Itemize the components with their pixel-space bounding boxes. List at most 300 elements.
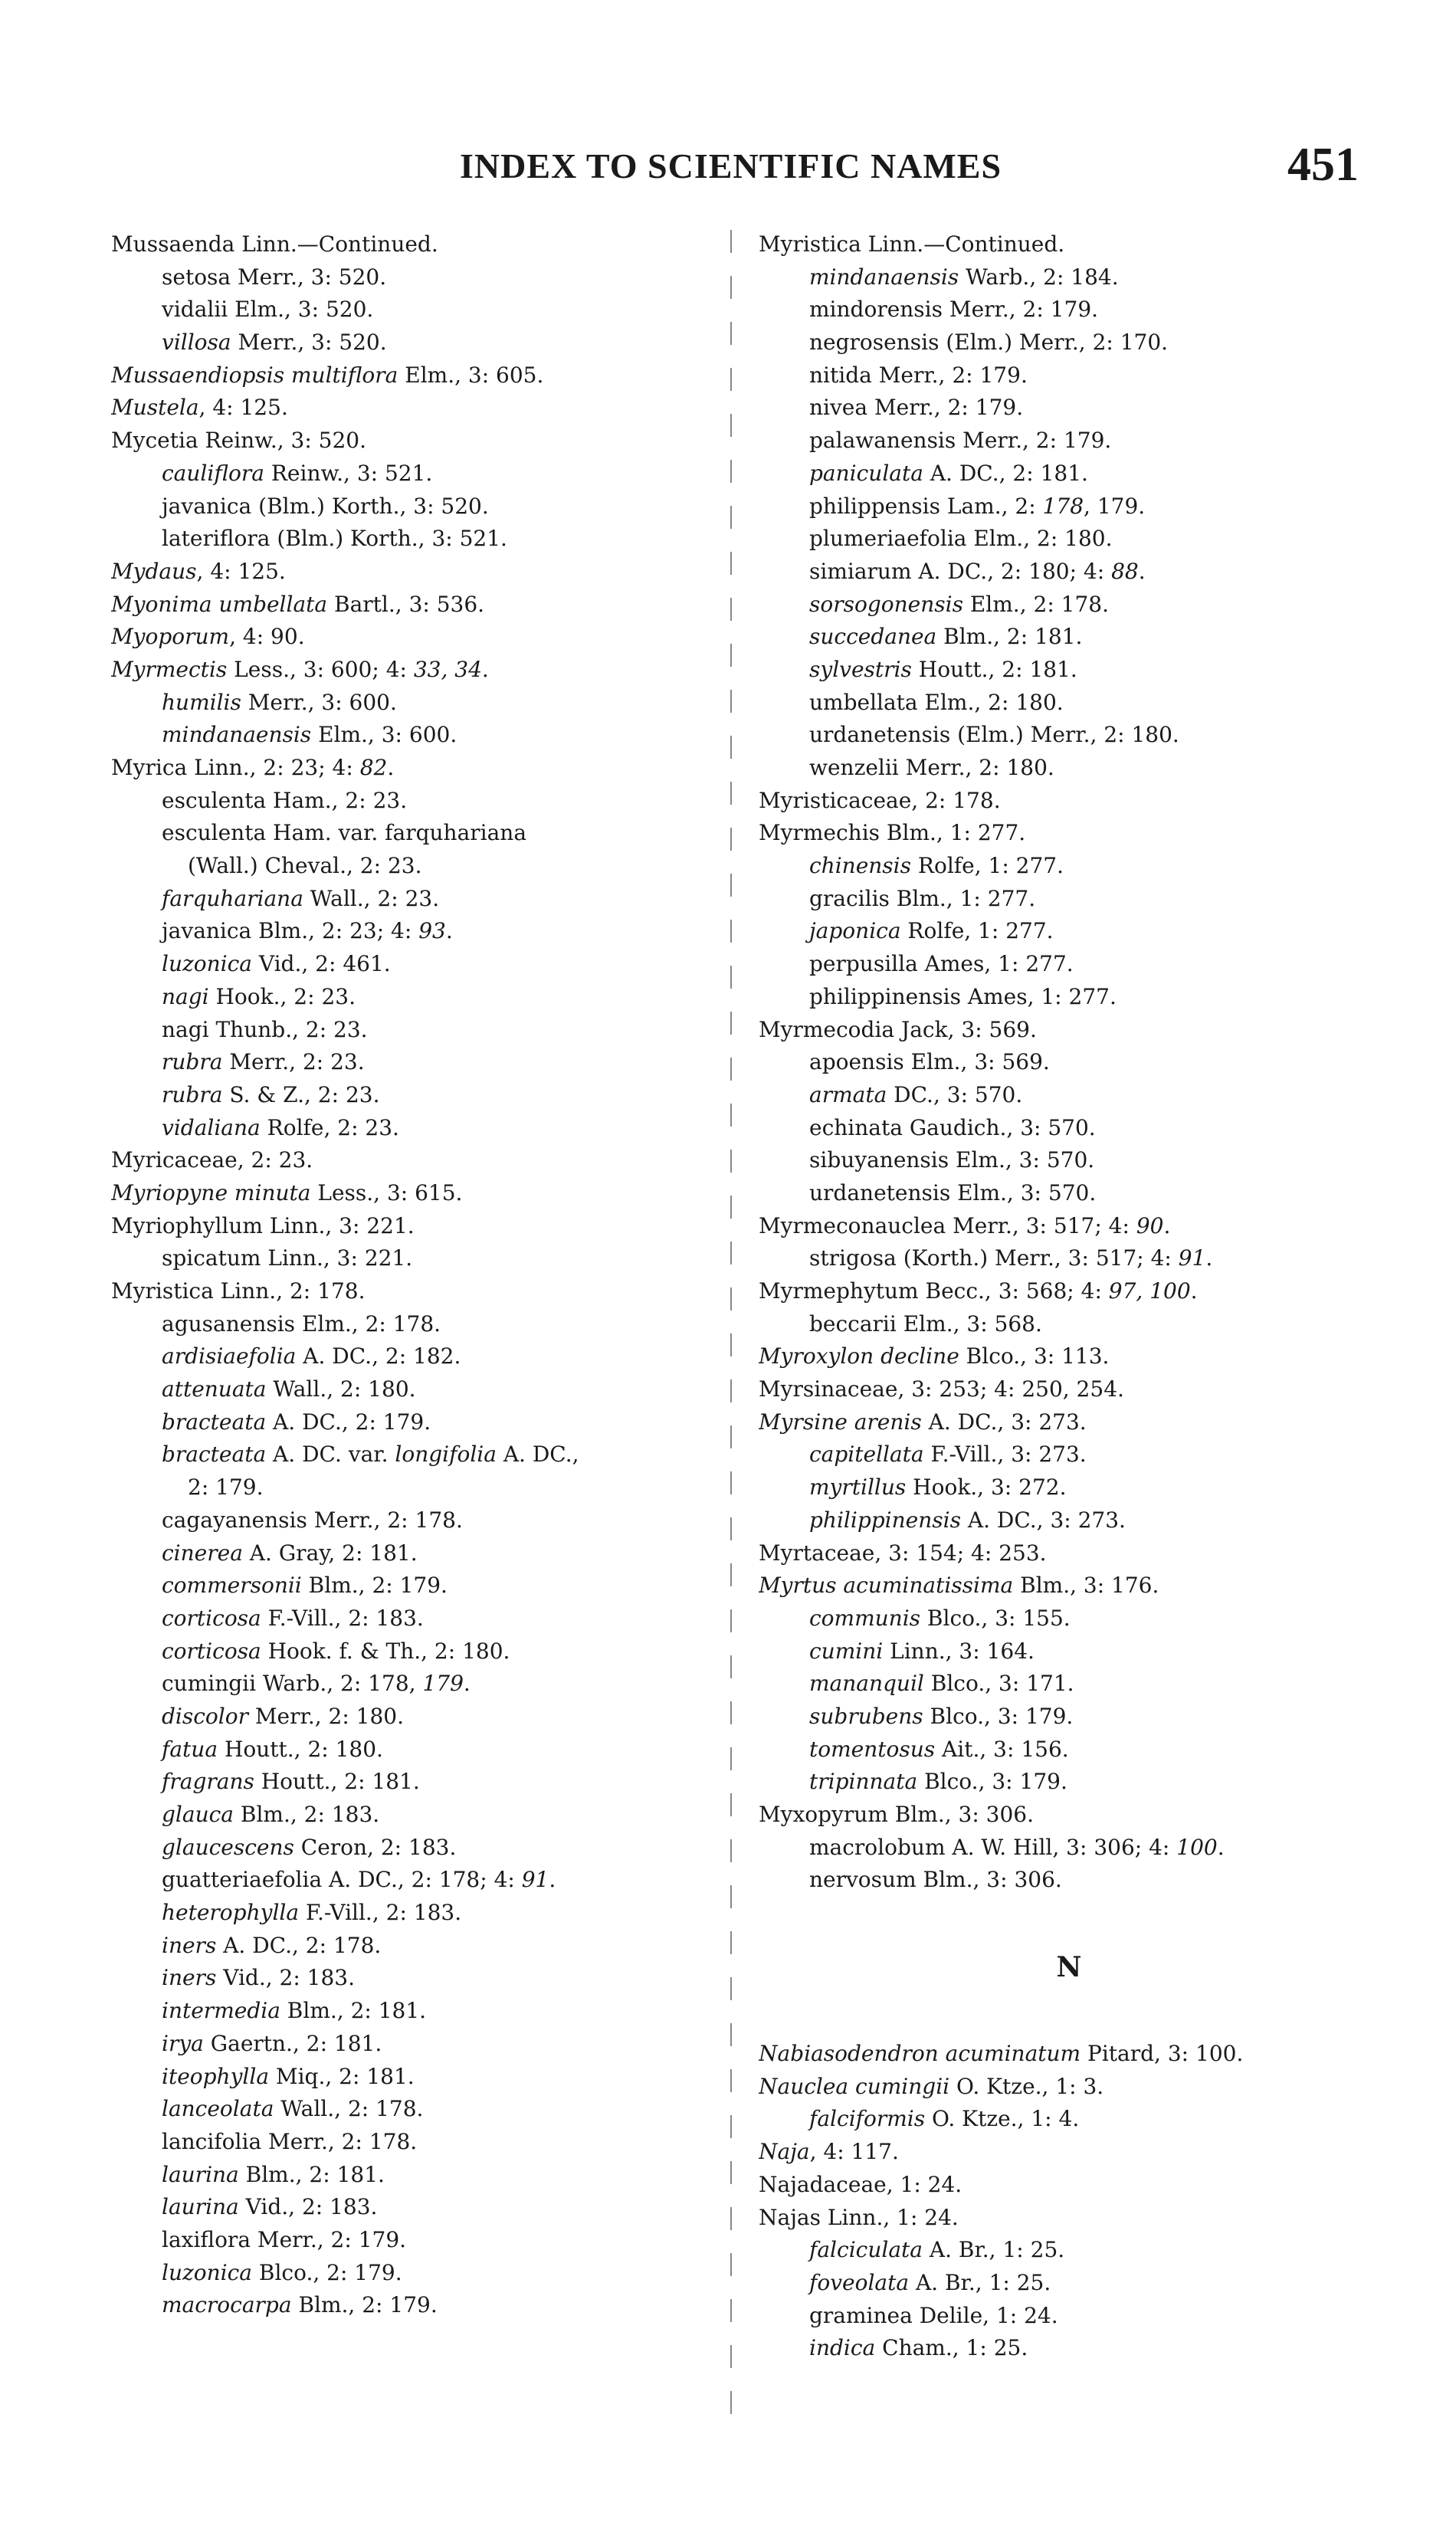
entry-text: Najadaceae, 1: 24. bbox=[759, 2171, 962, 2197]
index-subentry bbox=[759, 1864, 1379, 1897]
entry-text-italic: armata bbox=[809, 1081, 887, 1107]
entry-text-italic: humilis bbox=[162, 689, 241, 715]
entry-text: mindorensis Merr., 2: 179. bbox=[809, 297, 1099, 323]
entry-text-italic: 88 bbox=[1111, 558, 1139, 584]
entry-text-italic: glauca bbox=[162, 1802, 234, 1827]
index-entry bbox=[111, 556, 724, 589]
index-subentry bbox=[111, 1340, 724, 1373]
index-entry bbox=[111, 589, 724, 622]
entry-text-italic: falciformis bbox=[809, 2106, 926, 2132]
entry-text-italic: farquhariana bbox=[162, 885, 303, 911]
entry-text-italic: 91 bbox=[1178, 1245, 1206, 1271]
entry-text-italic: Myroxylon decline bbox=[759, 1343, 959, 1369]
index-entry bbox=[111, 1210, 724, 1243]
entry-text: urdanetensis Elm., 3: 570. bbox=[809, 1179, 1097, 1205]
entry-text: urdanetensis (Elm.) Merr., 2: 180. bbox=[809, 722, 1179, 748]
index-subentry bbox=[111, 1864, 724, 1897]
entry-text: , 4: 125. bbox=[196, 558, 286, 584]
entry-text-italic: tripinnata bbox=[809, 1769, 918, 1795]
entry-text: Hook., 3: 272. bbox=[906, 1474, 1067, 1501]
index-subentry bbox=[759, 1635, 1379, 1668]
index-entry bbox=[759, 2038, 1379, 2071]
entry-text: . bbox=[481, 656, 489, 682]
index-entry bbox=[111, 621, 724, 654]
index-subentry bbox=[111, 1930, 724, 1963]
page-number: 451 bbox=[1287, 139, 1359, 191]
entry-text: Cham., 1: 25. bbox=[875, 2335, 1028, 2361]
entry-text-italic: Nabiasodendron acuminatum bbox=[759, 2041, 1081, 2067]
entry-text: A. Br., 1: 25. bbox=[922, 2237, 1065, 2263]
entry-text: Vid., 2: 183. bbox=[216, 1965, 356, 1991]
entry-text: Wall., 2: 180. bbox=[266, 1376, 416, 1402]
index-subentry bbox=[759, 589, 1379, 622]
entry-text: Houtt., 2: 180. bbox=[218, 1736, 383, 1762]
entry-text: Myristica Linn.—Continued. bbox=[759, 231, 1065, 257]
entry-text: Miq., 2: 181. bbox=[269, 2063, 415, 2089]
entry-text: Warb., 2: 184. bbox=[959, 264, 1119, 290]
column-divider bbox=[730, 230, 732, 2437]
index-subentry bbox=[759, 261, 1379, 294]
index-entry bbox=[759, 2071, 1379, 2104]
entry-text-italic: Myriopyne minuta bbox=[111, 1179, 311, 1205]
index-subentry bbox=[111, 1471, 724, 1504]
entry-text: macrolobum A. W. Hill, 3: 306; 4: bbox=[809, 1834, 1177, 1860]
entry-text: graminea Delile, 1: 24. bbox=[809, 2302, 1058, 2328]
entry-text: Blm., 2: 181. bbox=[280, 1998, 427, 2024]
entry-text: javanica (Blm.) Korth., 3: 520. bbox=[162, 493, 489, 519]
entry-text: Merr., 2: 23. bbox=[222, 1049, 365, 1075]
index-subentry bbox=[759, 294, 1379, 326]
index-subentry bbox=[759, 359, 1379, 392]
entry-text: umbellata Elm., 2: 180. bbox=[809, 689, 1064, 715]
index-entry bbox=[111, 425, 724, 458]
entry-text: Wall., 2: 23. bbox=[303, 885, 440, 911]
index-subentry bbox=[759, 1504, 1379, 1537]
index-subentry bbox=[111, 915, 724, 948]
entry-text: perpusilla Ames, 1: 277. bbox=[809, 951, 1074, 977]
entry-text: . bbox=[1163, 1212, 1171, 1238]
index-subentry bbox=[759, 1668, 1379, 1701]
index-entry bbox=[111, 1177, 724, 1210]
entry-text: , 4: 117. bbox=[809, 2139, 899, 2165]
entry-text-italic: mananquil bbox=[809, 1671, 924, 1697]
entry-text-italic: corticosa bbox=[162, 1638, 261, 1664]
index-subentry bbox=[759, 392, 1379, 425]
index-subentry bbox=[759, 1471, 1379, 1504]
entry-text-italic: Myoporum bbox=[111, 624, 230, 650]
entry-text: . bbox=[1205, 1245, 1213, 1271]
entry-text-italic: succedanea bbox=[809, 624, 937, 650]
index-subentry bbox=[111, 490, 724, 523]
entry-text: Less., 3: 600; 4: bbox=[227, 656, 414, 682]
index-entry bbox=[111, 228, 724, 261]
entry-text-italic: cumini bbox=[809, 1638, 884, 1664]
index-entry bbox=[111, 752, 724, 785]
index-subentry bbox=[111, 1242, 724, 1275]
entry-text: A. DC., 3: 273. bbox=[960, 1507, 1126, 1533]
index-subentry bbox=[759, 752, 1379, 785]
entry-text: Pitard, 3: 100. bbox=[1081, 2041, 1244, 2067]
entry-text: Blco., 3: 113. bbox=[959, 1343, 1110, 1369]
entry-text: Myristica Linn., 2: 178. bbox=[111, 1278, 366, 1304]
entry-text: sibuyanensis Elm., 3: 570. bbox=[809, 1147, 1095, 1173]
entry-text: Blm., 2: 179. bbox=[291, 2292, 438, 2318]
entry-text: Elm., 3: 605. bbox=[398, 362, 544, 388]
entry-text: cumingii Warb., 2: 178, bbox=[162, 1671, 423, 1697]
index-subentry bbox=[111, 1635, 724, 1668]
entry-text: strigosa (Korth.) Merr., 3: 517; 4: bbox=[809, 1245, 1179, 1271]
entry-text-italic: nagi bbox=[162, 983, 209, 1009]
entry-text: Bartl., 3: 536. bbox=[327, 591, 485, 617]
page-title: INDEX TO SCIENTIFIC NAMES bbox=[460, 146, 1002, 185]
entry-text: F.-Vill., 3: 273. bbox=[923, 1442, 1087, 1468]
entry-text-italic: macrocarpa bbox=[162, 2292, 292, 2318]
entry-text-italic: cauliflora bbox=[162, 460, 264, 486]
index-subentry bbox=[111, 326, 724, 359]
entry-text: . bbox=[549, 1867, 556, 1893]
index-subentry bbox=[759, 326, 1379, 359]
entry-text-italic: Myrsine arenis bbox=[759, 1409, 922, 1435]
index-subentry bbox=[759, 425, 1379, 458]
entry-text: DC., 3: 570. bbox=[887, 1081, 1023, 1107]
index-subentry bbox=[111, 1308, 724, 1341]
entry-text: F.-Vill., 2: 183. bbox=[299, 1900, 462, 1926]
index-subentry bbox=[759, 654, 1379, 687]
entry-text: Blco., 3: 155. bbox=[920, 1605, 1071, 1631]
entry-text: O. Ktze., 1: 4. bbox=[925, 2106, 1080, 2132]
entry-text-italic: Mustela bbox=[111, 395, 199, 421]
entry-text-italic: Naja bbox=[759, 2139, 810, 2165]
index-subentry bbox=[111, 1766, 724, 1799]
entry-text: philippinensis Ames, 1: 277. bbox=[809, 983, 1117, 1009]
entry-text: lancifolia Merr., 2: 178. bbox=[162, 2128, 418, 2154]
index-entry bbox=[111, 1144, 724, 1177]
entry-text-italic: iteophylla bbox=[162, 2063, 270, 2089]
index-subentry bbox=[759, 981, 1379, 1014]
entry-text: laxiflora Merr., 2: 179. bbox=[162, 2226, 407, 2252]
section-spacer bbox=[759, 1993, 1379, 2038]
index-subentry bbox=[759, 2234, 1379, 2267]
index-subentry bbox=[111, 2061, 724, 2094]
entry-text: Reinw., 3: 521. bbox=[264, 460, 433, 486]
entry-text: Hook., 2: 23. bbox=[208, 983, 356, 1009]
index-entry bbox=[759, 1210, 1379, 1243]
entry-text: nagi Thunb., 2: 23. bbox=[162, 1016, 368, 1042]
entry-text: Ceron, 2: 183. bbox=[293, 1834, 457, 1860]
entry-text-italic: vidaliana bbox=[162, 1114, 261, 1140]
index-subentry bbox=[759, 1438, 1379, 1471]
entry-text: A. DC., 2: 178. bbox=[216, 1932, 382, 1958]
entry-text-italic: intermedia bbox=[162, 1998, 280, 2024]
entry-text: Myrmephytum Becc., 3: 568; 4: bbox=[759, 1278, 1109, 1304]
index-subentry bbox=[111, 2028, 724, 2061]
entry-text-italic: longifolia bbox=[395, 1442, 497, 1468]
index-entry bbox=[759, 1340, 1379, 1373]
entry-text-italic: fatua bbox=[162, 1736, 218, 1762]
index-entry bbox=[759, 2136, 1379, 2169]
entry-text: A. Gray, 2: 181. bbox=[242, 1540, 418, 1566]
entry-text: setosa Merr., 3: 520. bbox=[162, 264, 387, 290]
entry-text: (Wall.) Cheval., 2: 23. bbox=[188, 853, 422, 879]
entry-text-italic: 91 bbox=[521, 1867, 549, 1893]
entry-text: Myrmechis Blm., 1: 277. bbox=[759, 820, 1026, 846]
index-subentry bbox=[111, 2126, 724, 2159]
entry-text: Houtt., 2: 181. bbox=[254, 1769, 420, 1795]
index-subentry bbox=[111, 850, 724, 883]
index-column-right bbox=[759, 228, 1379, 2365]
index-subentry bbox=[759, 687, 1379, 720]
entry-text-italic: sylvestris bbox=[809, 656, 912, 682]
entry-text-italic: Nauclea cumingii bbox=[759, 2073, 950, 2099]
index-subentry bbox=[111, 1570, 724, 1602]
entry-text: esculenta Ham. var. farquhariana bbox=[162, 820, 527, 846]
entry-text: . bbox=[1190, 1278, 1198, 1304]
index-subentry bbox=[111, 261, 724, 294]
entry-text-italic: Myrmectis bbox=[111, 656, 228, 682]
index-subentry bbox=[111, 719, 724, 752]
index-entry bbox=[111, 654, 724, 687]
entry-text: nitida Merr., 2: 179. bbox=[809, 362, 1028, 388]
entry-text-italic: fragrans bbox=[162, 1769, 254, 1795]
index-subentry bbox=[759, 1308, 1379, 1341]
section-spacer bbox=[759, 1897, 1379, 1941]
entry-text: simiarum A. DC., 2: 180; 4: bbox=[809, 558, 1112, 584]
entry-text: Blco., 3: 171. bbox=[923, 1671, 1074, 1697]
index-subentry bbox=[111, 687, 724, 720]
entry-text: apoensis Elm., 3: 569. bbox=[809, 1049, 1050, 1075]
entry-text: nivea Merr., 2: 179. bbox=[809, 395, 1024, 421]
index-subentry bbox=[111, 1897, 724, 1930]
index-subentry bbox=[111, 2289, 724, 2322]
entry-text-italic: 100 bbox=[1176, 1834, 1218, 1860]
entry-text: lateriflora (Blm.) Korth., 3: 521. bbox=[162, 526, 507, 552]
index-subentry bbox=[759, 1602, 1379, 1635]
index-subentry bbox=[111, 1995, 724, 2028]
index-entry bbox=[759, 785, 1379, 818]
entry-text: Merr., 3: 520. bbox=[231, 330, 387, 356]
entry-text: Blm., 3: 176. bbox=[1013, 1573, 1159, 1599]
entry-text-italic: Mydaus bbox=[111, 558, 197, 584]
index-subentry bbox=[759, 1046, 1379, 1079]
index-subentry bbox=[759, 556, 1379, 589]
index-subentry bbox=[111, 1668, 724, 1701]
entry-text-italic: 82 bbox=[359, 755, 388, 780]
entry-text: guatteriaefolia A. DC., 2: 178; 4: bbox=[162, 1867, 522, 1893]
index-subentry bbox=[759, 883, 1379, 916]
entry-text: philippensis Lam., 2: bbox=[809, 493, 1043, 519]
index-subentry bbox=[111, 1602, 724, 1635]
entry-text: . bbox=[387, 755, 395, 780]
entry-text-italic: irya bbox=[162, 2030, 204, 2056]
entry-text: Blm., 2: 181. bbox=[936, 624, 1083, 650]
entry-text: Elm., 3: 600. bbox=[311, 722, 457, 748]
entry-text: Myrmecodia Jack, 3: 569. bbox=[759, 1016, 1037, 1042]
entry-text: Blm., 2: 179. bbox=[301, 1573, 448, 1599]
entry-text: F.-Vill., 2: 183. bbox=[261, 1605, 424, 1631]
index-entry bbox=[111, 392, 724, 425]
index-entry bbox=[759, 1014, 1379, 1047]
entry-text-italic: iners bbox=[162, 1965, 217, 1991]
entry-text: , 4: 125. bbox=[198, 395, 288, 421]
index-entry bbox=[759, 1275, 1379, 1308]
entry-text: Mycetia Reinw., 3: 520. bbox=[111, 428, 367, 454]
entry-text-italic: 90 bbox=[1136, 1212, 1164, 1238]
index-subentry bbox=[111, 1832, 724, 1865]
entry-text: Myrica Linn., 2: 23; 4: bbox=[111, 755, 360, 780]
entry-text: Blco., 3: 179. bbox=[923, 1703, 1074, 1729]
entry-text-italic: communis bbox=[809, 1605, 921, 1631]
entry-text: nervosum Blm., 3: 306. bbox=[809, 1867, 1062, 1893]
entry-text-italic: commersonii bbox=[162, 1573, 302, 1599]
index-entry bbox=[111, 359, 724, 392]
entry-text: Myricaceae, 2: 23. bbox=[111, 1147, 313, 1173]
entry-text: Houtt., 2: 181. bbox=[911, 656, 1077, 682]
entry-text-italic: 33, 34 bbox=[413, 656, 482, 682]
entry-text-italic: paniculata bbox=[809, 460, 923, 486]
index-entry bbox=[759, 2169, 1379, 2202]
entry-text-italic: 179 bbox=[422, 1671, 464, 1697]
index-subentry bbox=[111, 1079, 724, 1112]
entry-text: Rolfe, 1: 277. bbox=[900, 918, 1054, 944]
entry-text-italic: Myonima umbellata bbox=[111, 591, 328, 617]
entry-text: N bbox=[1056, 1951, 1082, 1984]
entry-text: Myrmeconauclea Merr., 3: 517; 4: bbox=[759, 1212, 1136, 1238]
index-subentry bbox=[759, 1177, 1379, 1210]
section-letter-heading bbox=[759, 1941, 1379, 1993]
index-subentry bbox=[759, 2332, 1379, 2365]
entry-text: A. DC., bbox=[496, 1442, 579, 1468]
entry-text: Elm., 2: 178. bbox=[962, 591, 1109, 617]
entry-text: Mussaenda Linn.—Continued. bbox=[111, 231, 438, 257]
entry-text: Blco., 2: 179. bbox=[251, 2259, 402, 2285]
entry-text: cagayanensis Merr., 2: 178. bbox=[162, 1507, 463, 1533]
entry-text: A. DC., 2: 181. bbox=[923, 460, 1088, 486]
entry-text: echinata Gaudich., 3: 570. bbox=[809, 1114, 1096, 1140]
entry-text: S. & Z., 2: 23. bbox=[222, 1081, 380, 1107]
entry-text-italic: 178 bbox=[1042, 493, 1084, 519]
entry-text: Blm., 2: 183. bbox=[233, 1802, 380, 1827]
entry-text-italic: ardisiaefolia bbox=[162, 1343, 297, 1369]
index-subentry bbox=[759, 1112, 1379, 1145]
entry-text: Myriophyllum Linn., 3: 221. bbox=[111, 1212, 415, 1238]
index-subentry bbox=[759, 948, 1379, 981]
entry-text: palawanensis Merr., 2: 179. bbox=[809, 428, 1112, 454]
index-subentry bbox=[111, 1112, 724, 1145]
index-subentry bbox=[759, 1079, 1379, 1112]
entry-text-italic: mindanaensis bbox=[162, 722, 312, 748]
entry-text-italic: laurina bbox=[162, 2161, 239, 2187]
index-subentry bbox=[111, 2093, 724, 2126]
entry-text: Gaertn., 2: 181. bbox=[203, 2030, 382, 2056]
entry-text-italic: myrtillus bbox=[809, 1474, 907, 1501]
entry-text-italic: 97, 100 bbox=[1108, 1278, 1191, 1304]
entry-text: Ait., 3: 156. bbox=[935, 1736, 1069, 1762]
entry-text-italic: subrubens bbox=[809, 1703, 923, 1729]
entry-text: Rolfe, 2: 23. bbox=[260, 1114, 399, 1140]
index-entry bbox=[759, 1537, 1379, 1570]
entry-text: Blm., 2: 181. bbox=[238, 2161, 385, 2187]
entry-text: A. DC., 3: 273. bbox=[921, 1409, 1087, 1435]
entry-text-italic: iners bbox=[162, 1932, 217, 1958]
entry-text-italic: foveolata bbox=[809, 2269, 910, 2295]
entry-text-italic: luzonica bbox=[162, 2259, 252, 2285]
index-entry bbox=[759, 1373, 1379, 1406]
index-subentry bbox=[111, 2191, 724, 2224]
entry-text-italic: 93 bbox=[418, 918, 446, 944]
entry-text-italic: philippinensis bbox=[809, 1507, 961, 1533]
entry-text: spicatum Linn., 3: 221. bbox=[162, 1245, 413, 1271]
entry-text: javanica Blm., 2: 23; 4: bbox=[162, 918, 419, 944]
index-subentry bbox=[111, 1799, 724, 1832]
entry-text: . bbox=[1217, 1834, 1225, 1860]
entry-text: Myrsinaceae, 3: 253; 4: 250, 254. bbox=[759, 1376, 1124, 1402]
entry-text-italic: discolor bbox=[162, 1703, 248, 1729]
entry-text-italic: bracteata bbox=[162, 1442, 267, 1468]
entry-text-italic: sorsogonensis bbox=[809, 591, 963, 617]
entry-text-italic: bracteata bbox=[162, 1409, 267, 1435]
index-subentry bbox=[759, 915, 1379, 948]
index-subentry bbox=[111, 1962, 724, 1995]
entry-text-italic: mindanaensis bbox=[809, 264, 959, 290]
entry-text-italic: falciculata bbox=[809, 2237, 923, 2263]
index-subentry bbox=[111, 1734, 724, 1766]
index-subentry bbox=[759, 1766, 1379, 1799]
index-subentry bbox=[759, 719, 1379, 752]
entry-text-italic: Myrtus acuminatissima bbox=[759, 1573, 1014, 1599]
index-entry bbox=[759, 817, 1379, 850]
entry-text-italic: indica bbox=[809, 2335, 876, 2361]
entry-text: plumeriaefolia Elm., 2: 180. bbox=[809, 526, 1113, 552]
entry-text: negrosensis (Elm.) Merr., 2: 170. bbox=[809, 330, 1169, 356]
entry-text: esculenta Ham., 2: 23. bbox=[162, 787, 408, 813]
index-subentry bbox=[759, 2267, 1379, 2300]
entry-text: A. DC., 2: 179. bbox=[266, 1409, 431, 1435]
entry-text: beccarii Elm., 3: 568. bbox=[809, 1310, 1042, 1337]
entry-text: agusanensis Elm., 2: 178. bbox=[162, 1310, 441, 1337]
index-subentry bbox=[759, 1701, 1379, 1734]
index-subentry bbox=[111, 1504, 724, 1537]
index-entry bbox=[759, 1570, 1379, 1602]
index-subentry bbox=[759, 490, 1379, 523]
index-column-left bbox=[111, 228, 724, 2322]
entry-text-italic: lanceolata bbox=[162, 2096, 274, 2122]
index-subentry bbox=[759, 2103, 1379, 2136]
entry-text-italic: corticosa bbox=[162, 1605, 261, 1631]
index-subentry bbox=[759, 1734, 1379, 1766]
entry-text-italic: rubra bbox=[162, 1049, 223, 1075]
index-entry bbox=[759, 1799, 1379, 1832]
entry-text-italic: laurina bbox=[162, 2194, 239, 2220]
entry-text: Vid., 2: 461. bbox=[251, 951, 391, 977]
entry-text: gracilis Blm., 1: 277. bbox=[809, 885, 1036, 911]
index-subentry bbox=[111, 883, 724, 916]
entry-text: . bbox=[445, 918, 453, 944]
entry-text-italic: Mussaendiopsis multiflora bbox=[111, 362, 398, 388]
index-subentry bbox=[111, 817, 724, 850]
entry-text: Blco., 3: 179. bbox=[917, 1769, 1067, 1795]
entry-text: Hook. f. & Th., 2: 180. bbox=[261, 1638, 510, 1664]
entry-text: Wall., 2: 178. bbox=[274, 2096, 424, 2122]
index-subentry bbox=[111, 785, 724, 818]
index-subentry bbox=[111, 2224, 724, 2257]
index-subentry bbox=[111, 1014, 724, 1047]
entry-text-italic: heterophylla bbox=[162, 1900, 300, 1926]
entry-text: A. DC. var. bbox=[266, 1442, 395, 1468]
entry-text: Vid., 2: 183. bbox=[238, 2194, 378, 2220]
index-subentry bbox=[111, 2257, 724, 2290]
page-header bbox=[0, 0, 1456, 199]
index-subentry bbox=[759, 1832, 1379, 1865]
